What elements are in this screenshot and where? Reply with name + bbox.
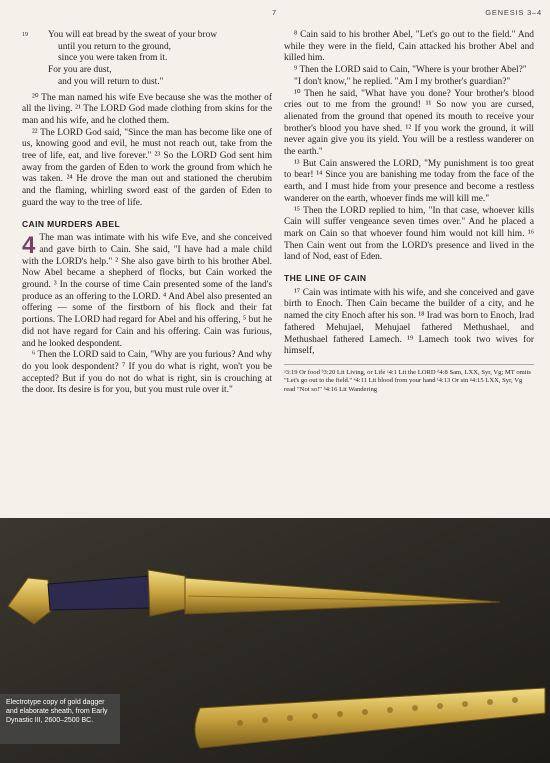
paragraph: "I don't know," he replied. "Am I my brother's guardian?" bbox=[294, 76, 511, 87]
section-heading: THE LINE OF CAIN bbox=[284, 273, 367, 284]
dagger-photo bbox=[0, 518, 550, 763]
paragraph: ⁹ Then the LORD said to Cain, "Where is your brother Abel?" bbox=[294, 65, 527, 76]
paragraph: ²⁰ The man named his wife Eve because she was the mother of all the living. ²¹ The LORD God made clothing from skins for the man and his wife, and he clothed them. bbox=[22, 92, 272, 126]
paragraph: ⁸ Cain said to his brother Abel, "Let's go out to the field." And while they were in the field, Cain attacked his brother Abel and killed him. bbox=[284, 30, 534, 64]
poem-line: and you will return to dust." bbox=[58, 76, 164, 87]
paragraph: ²² The LORD God said, "Since the man has become like one of us, knowing good and evil, he must not reach out, take from the tree of life, eat, and live forever." ²³ So the LORD God sent him away from the garden of Eden to work the ground from which he was taken. ²⁴ He drove the man out and stationed the cherubim and the flaming, whirling sword east of the garden of Eden to guard the way to the tree of life. bbox=[22, 127, 272, 208]
paragraph: ¹³ But Cain answered the LORD, "My punishment is too great to bear! ¹⁴ Since you are banishing me today from the face of the earth, and I must hide from your presence and become a restless wanderer on the earth, whoever finds me will kill me." bbox=[284, 158, 534, 204]
poem-line: You will eat bread by the sweat of your brow bbox=[48, 30, 218, 40]
poem-line: until you return to the ground, bbox=[58, 41, 172, 52]
page-number: 7 bbox=[272, 8, 277, 17]
footnotes: ᵃ3:19 Or food ᵇ3:20 Lit Living, or Life ᶜ4:1 Lit the LORD ᵈ4:8 Sam, LXX, Syr, Vg; MT omits "Let's go out to the field." ᵉ4:11 Lit blood from your hand ᶠ4:13 Or sin ᵍ4:15 LXX, Syr, Vg read "Not so!" ʰ4:16 Lit Wandering bbox=[284, 364, 534, 394]
poem-line: since you were taken from it. bbox=[58, 53, 168, 64]
left-column bbox=[22, 30, 272, 397]
book-reference: GENESIS 3–4 bbox=[485, 8, 542, 17]
chapter-paragraph bbox=[22, 233, 272, 350]
running-header bbox=[0, 6, 550, 20]
paragraph: ¹⁰ Then he said, "What have you done? Your brother's blood cries out to me from the ground! ¹¹ So now you are cursed, alienated from the ground that opened its mouth to receive your brother's blood you have shed. ¹² If you work the ground, it will never again give you its yield. You will be a restless wanderer on the earth." bbox=[284, 88, 534, 158]
chapter-number: 4 bbox=[22, 232, 36, 260]
paragraph: ¹⁵ Then the LORD replied to him, "In that case, whoever kills Cain will suffer vengeance seven times over." And he placed a mark on Cain so that whoever found him would not kill him. ¹⁶ Then Cain went out from the LORD's presence and lived in the land of Nod, east of Eden. bbox=[284, 205, 534, 263]
poem-line: For you are dust, bbox=[48, 65, 112, 76]
verse-number: 19 bbox=[22, 32, 28, 38]
paragraph: ¹⁷ Cain was intimate with his wife, and she conceived and gave birth to Enoch. Then Cain became the builder of a city, and he named the city Enoch after his son. ¹⁸ Irad was born to Enoch, Irad fathered Mehujael, Mehujael fathered Methushael, and Methushael fathered Lamech. ¹⁹ Lamech took two wives for himself, bbox=[284, 287, 535, 357]
paragraph-text: The man was intimate with his wife Eve, and she conceived and gave birth to Cain. She said, "I have had a male child with the LORD's help." ² She also gave birth to his brother Abel. Now Abel became a shepherd of flocks, but Cain worked the ground. ³ In the course of time Cain presented some of the land's produce as an offering to the LORD. ⁴ And Abel also presented an offering — some of the firstborn of his flock and their fat portions. The LORD had regard for Abel and his offering, ⁵ but he did not have regard for Cain and his offering. Cain was furious, and he looked despondent. bbox=[22, 233, 272, 349]
right-column bbox=[284, 30, 534, 394]
paragraph: ⁶ Then the LORD said to Cain, "Why are you furious? And why do you look despondent? ⁷ If you do what is right, won't you be accepted? But if you do not do what is right, sin is crouching at the door. Its desire is for you, but you must rule over it." bbox=[22, 350, 272, 396]
section-heading: CAIN MURDERS ABEL bbox=[22, 218, 121, 229]
photo-caption: Electrotype copy of gold dagger and elaborate sheath, from Early Dynastic III, 2600–2500 BC. bbox=[0, 694, 120, 744]
poem-verse-19 bbox=[22, 30, 272, 89]
